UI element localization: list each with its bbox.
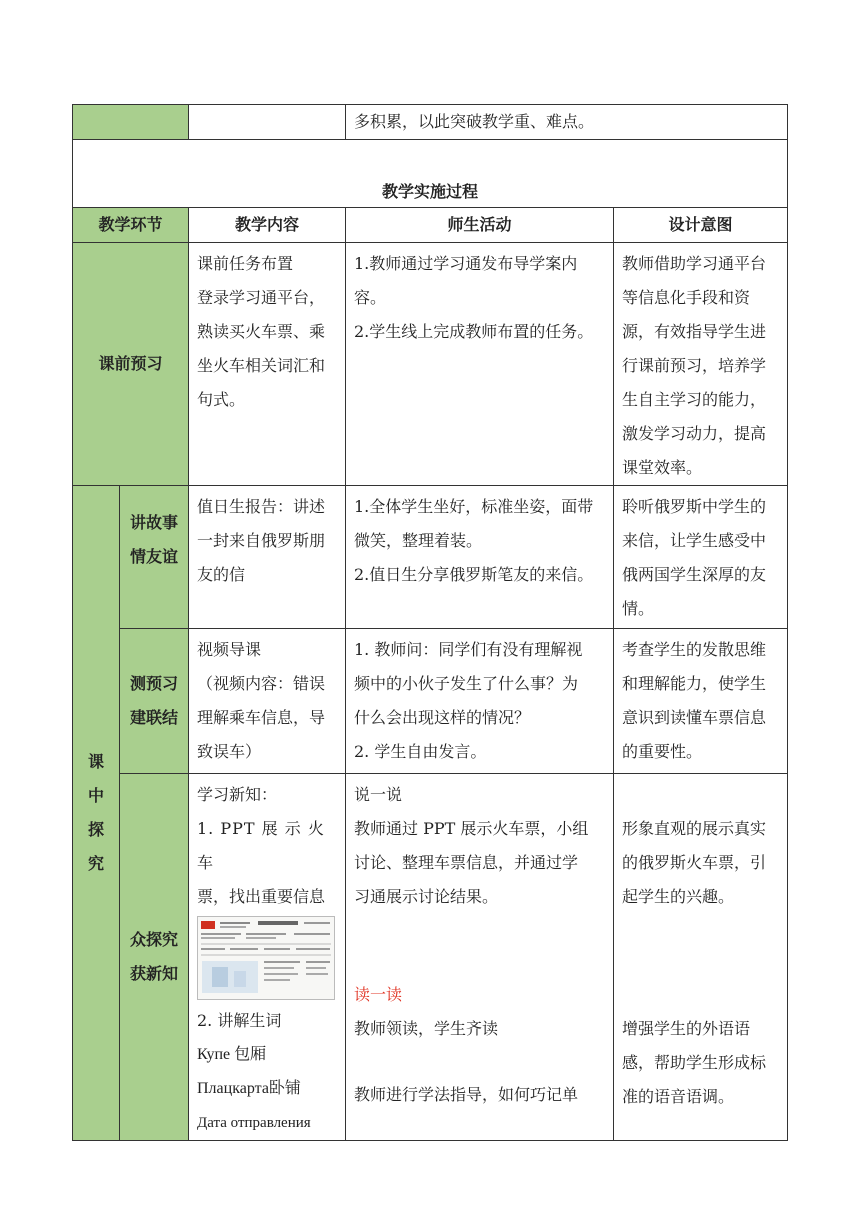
explore-activity: 说一说 教师通过 PPT 展示火车票，小组 讨论、整理车票信息，并通过学 习通展示讨论结果。 读一读 教师领读，学生齐读 教师进行学法指导，如何巧记单	[346, 774, 614, 1141]
pre-class-row	[73, 243, 788, 486]
story-activity: 1.全体学生坐好，标准坐姿，面带 微笑，整理着装。 2.值日生分享俄罗斯笔友的来信。	[346, 486, 614, 629]
header-activity: 师生活动	[346, 208, 614, 243]
pre-class-content: 课前任务布置 登录学习通平台， 熟读买火车票、乘 坐火车相关词汇和 句式。	[189, 243, 346, 486]
explore-content: 学习新知： 1. PPT 展 示 火 车 票，找出重要信息 2. 讲解生词 Купе 包厢 Плацкарта卧铺 Дата отправления	[189, 774, 346, 1141]
pre-class-activity: 1.教师通过学习通发布导学案内 容。 2.学生线上完成教师布置的任务。	[346, 243, 614, 486]
preview-test-stage: 测预习 建联结	[120, 629, 189, 774]
explore-stage: 众探究 获新知	[120, 774, 189, 1141]
activity-cell-continued	[346, 105, 788, 140]
story-row	[73, 486, 788, 629]
content-cell-continued	[189, 105, 346, 140]
header-content: 教学内容	[189, 208, 346, 243]
header-intent: 设计意图	[614, 208, 788, 243]
header-row	[73, 208, 788, 243]
preview-test-activity: 1. 教师问：同学们有没有理解视 频中的小伙子发生了什么事？为 什么会出现这样的情况？ 2. 学生自由发言。	[346, 629, 614, 774]
activity-text: 多积累，以此突破教学重、难点。	[354, 112, 595, 131]
header-stage: 教学环节	[73, 208, 189, 243]
lesson-table	[72, 104, 788, 1141]
story-content: 值日生报告：讲述 一封来自俄罗斯朋 友的信	[189, 486, 346, 629]
story-intent: 聆听俄罗斯中学生的 来信，让学生感受中 俄两国学生深厚的友 情。	[614, 486, 788, 629]
preview-test-row	[73, 629, 788, 774]
explore-row	[73, 774, 788, 1141]
train-ticket-image	[197, 916, 335, 1000]
section-title-row	[73, 140, 788, 208]
explore-intent: 形象直观的展示真实 的俄罗斯火车票，引 起学生的兴趣。 增强学生的外语语 感，帮助学生形成标 准的语音语调。	[614, 774, 788, 1141]
pre-class-intent: 教师借助学习通平台 等信息化手段和资 源，有效指导学生进 行课前预习，培养学 生自主学习的能力， 激发学习动力，提高 课堂效率。	[614, 243, 788, 486]
section-title: 教学实施过程	[73, 140, 788, 208]
story-stage: 讲故事 情友谊	[120, 486, 189, 629]
preview-test-intent: 考查学生的发散思维 和理解能力，使学生 意识到读懂车票信息 的重要性。	[614, 629, 788, 774]
pre-class-stage: 课前预习	[73, 243, 189, 486]
stage-cell-continued	[73, 105, 189, 140]
read-aloud-label: 读一读	[354, 985, 403, 1004]
in-class-vertical-label: 课 中 探 究	[73, 486, 120, 1141]
continuation-row	[73, 105, 788, 140]
preview-test-content: 视频导课 （视频内容：错误 理解乘车信息，导 致误车）	[189, 629, 346, 774]
